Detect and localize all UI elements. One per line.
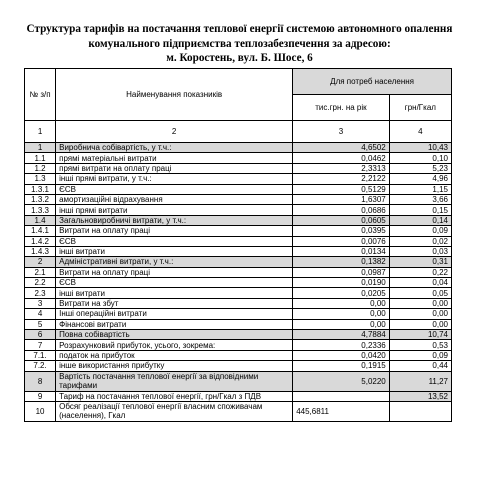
row-name-cell: прямі матеріальні витрати	[56, 153, 293, 163]
row-name-cell: інше використання прибутку	[56, 361, 293, 371]
row-value-thousand-uah-cell: 2,3313	[293, 163, 390, 173]
row-value-thousand-uah-cell: 0,2336	[293, 340, 390, 350]
row-name-cell: Фінансові витрати	[56, 319, 293, 329]
row-value-thousand-uah-cell: 4,6502	[293, 143, 390, 153]
row-value-uah-per-gcal-cell: 0,02	[389, 236, 451, 246]
row-number-cell: 7.2.	[25, 361, 56, 371]
row-name-cell: ЄСВ	[56, 236, 293, 246]
row-number-cell: 7.1.	[25, 350, 56, 360]
row-number-cell: 1.3.1	[25, 184, 56, 194]
row-value-uah-per-gcal-cell: 0,53	[389, 340, 451, 350]
header-name: Найменування показників	[56, 69, 293, 121]
table-row	[25, 153, 452, 163]
row-value-uah-per-gcal-cell: 0,00	[389, 309, 451, 319]
row-value-uah-per-gcal-cell: 0,00	[389, 319, 451, 329]
table-row	[25, 278, 452, 288]
row-number-cell: 1.4.2	[25, 236, 56, 246]
row-value-thousand-uah-cell: 0,0605	[293, 215, 390, 225]
table-row	[25, 226, 452, 236]
row-number-cell: 1.4.1	[25, 226, 56, 236]
row-number-cell: 1.1	[25, 153, 56, 163]
row-name-cell: Обсяг реалізації теплової енергії власним споживачам (населення), Гкал	[56, 401, 293, 421]
index-cell: 1	[25, 121, 56, 143]
table-row	[25, 298, 452, 308]
row-value-thousand-uah-cell: 0,1915	[293, 361, 390, 371]
row-value-thousand-uah-cell: 0,0190	[293, 278, 390, 288]
table-row	[25, 371, 452, 391]
title-line-1: Структура тарифів на постачання теплової енергії системою автономного опалення	[26, 23, 453, 35]
row-name-cell: Тариф на постачання теплової енергії, грн/Гкал з ПДВ	[56, 391, 293, 401]
table-row	[25, 401, 452, 421]
row-number-cell: 9	[25, 391, 56, 401]
row-value-thousand-uah-cell	[293, 391, 390, 401]
row-value-uah-per-gcal-cell: 13,52	[389, 391, 451, 401]
table-row	[25, 267, 452, 277]
table-row	[25, 246, 452, 256]
row-value-uah-per-gcal-cell: 10,74	[389, 330, 451, 340]
header-group: Для потреб населення	[293, 69, 452, 95]
row-number-cell: 2.1	[25, 267, 56, 277]
row-number-cell: 2.3	[25, 288, 56, 298]
row-number-cell: 1.3.2	[25, 194, 56, 204]
row-name-cell: Інші операційні витрати	[56, 309, 293, 319]
row-value-uah-per-gcal-cell: 3,66	[389, 194, 451, 204]
row-value-uah-per-gcal-cell: 11,27	[389, 371, 451, 391]
row-number-cell: 1.3.3	[25, 205, 56, 215]
row-name-cell: інші прямі витрати, у т.ч.:	[56, 174, 293, 184]
row-number-cell: 1.3	[25, 174, 56, 184]
row-number-cell: 1.4.3	[25, 246, 56, 256]
row-name-cell: інші витрати	[56, 246, 293, 256]
row-number-cell: 8	[25, 371, 56, 391]
table-row	[25, 215, 452, 225]
table-row	[25, 194, 452, 204]
row-value-uah-per-gcal-cell: 0,31	[389, 257, 451, 267]
row-number-cell: 7	[25, 340, 56, 350]
title-line-2: комунального підприємства теплозабезпечення за адресою:	[88, 37, 391, 50]
row-value-thousand-uah-cell: 1,6307	[293, 194, 390, 204]
table-row	[25, 350, 452, 360]
row-number-cell: 3	[25, 298, 56, 308]
index-cell: 4	[389, 121, 451, 143]
row-value-uah-per-gcal-cell: 0,15	[389, 205, 451, 215]
row-value-uah-per-gcal-cell: 0,10	[389, 153, 451, 163]
row-name-cell: інші витрати	[56, 288, 293, 298]
row-value-uah-per-gcal-cell: 0,09	[389, 226, 451, 236]
row-value-thousand-uah-cell: 0,0686	[293, 205, 390, 215]
table-row	[25, 174, 452, 184]
row-value-uah-per-gcal-cell: 0,00	[389, 298, 451, 308]
row-value-uah-per-gcal-cell: 1,15	[389, 184, 451, 194]
row-value-uah-per-gcal-cell: 0,05	[389, 288, 451, 298]
row-number-cell: 4	[25, 309, 56, 319]
table-row	[25, 163, 452, 173]
row-number-cell: 6	[25, 330, 56, 340]
table-row	[25, 340, 452, 350]
row-value-thousand-uah-cell: 0,00	[293, 319, 390, 329]
row-value-uah-per-gcal-cell: 0,44	[389, 361, 451, 371]
row-name-cell: прямі витрати на оплату праці	[56, 163, 293, 173]
title-line-3: м. Коростень, вул. Б. Шосе, 6	[166, 52, 313, 64]
row-name-cell: Вартість постачання теплової енергії за відповідними тарифами	[56, 371, 293, 391]
row-value-thousand-uah-cell: 0,5129	[293, 184, 390, 194]
row-name-cell: Виробнича собівартість, у т.ч.:	[56, 143, 293, 153]
row-value-thousand-uah-cell: 0,0462	[293, 153, 390, 163]
row-value-thousand-uah-cell: 5,0220	[293, 371, 390, 391]
row-name-cell: Витрати на оплату праці	[56, 226, 293, 236]
row-number-cell: 2	[25, 257, 56, 267]
row-name-cell: ЄСВ	[56, 278, 293, 288]
row-value-thousand-uah-cell: 0,0205	[293, 288, 390, 298]
index-cell: 3	[293, 121, 390, 143]
row-value-uah-per-gcal-cell: 0,14	[389, 215, 451, 225]
row-value-thousand-uah-cell: 0,0134	[293, 246, 390, 256]
document-title	[0, 22, 479, 66]
row-number-cell: 1	[25, 143, 56, 153]
row-value-uah-per-gcal-cell: 0,22	[389, 267, 451, 277]
row-value-uah-per-gcal-cell: 10,43	[389, 143, 451, 153]
table-row	[25, 309, 452, 319]
table-row	[25, 288, 452, 298]
table-row	[25, 319, 452, 329]
row-name-cell: інші прямі витрати	[56, 205, 293, 215]
row-name-cell: амортизаційні відрахування	[56, 194, 293, 204]
header-col-a: тис.грн. на рік	[293, 95, 390, 121]
row-value-uah-per-gcal-cell: 0,03	[389, 246, 451, 256]
row-value-thousand-uah-cell: 0,0420	[293, 350, 390, 360]
row-value-thousand-uah-cell: 0,0076	[293, 236, 390, 246]
row-value-thousand-uah-cell: 4,7884	[293, 330, 390, 340]
row-value-uah-per-gcal-cell: 5,23	[389, 163, 451, 173]
row-value-thousand-uah-cell: 0,0987	[293, 267, 390, 277]
row-name-cell: Витрати на збут	[56, 298, 293, 308]
row-value-thousand-uah-cell: 2,2122	[293, 174, 390, 184]
row-value-thousand-uah-cell: 0,00	[293, 309, 390, 319]
row-value-thousand-uah-cell: 445,6811	[293, 401, 390, 421]
row-name-cell: Загальновиробничі витрати, у т.ч.:	[56, 215, 293, 225]
header-col-b: грн/Гкал	[389, 95, 451, 121]
row-name-cell: Адміністративні витрати, у т.ч.:	[56, 257, 293, 267]
row-name-cell: податок на прибуток	[56, 350, 293, 360]
table-row	[25, 143, 452, 153]
row-value-thousand-uah-cell: 0,0395	[293, 226, 390, 236]
row-value-uah-per-gcal-cell: 4,96	[389, 174, 451, 184]
table-row	[25, 361, 452, 371]
header-num: № з/п	[25, 69, 56, 121]
tariff-table	[24, 68, 452, 422]
row-value-uah-per-gcal-cell	[389, 401, 451, 421]
row-number-cell: 5	[25, 319, 56, 329]
row-value-uah-per-gcal-cell: 0,09	[389, 350, 451, 360]
table-row	[25, 184, 452, 194]
row-number-cell: 1.2	[25, 163, 56, 173]
row-name-cell: Розрахунковий прибуток, усього, зокрема:	[56, 340, 293, 350]
row-name-cell: Повна собівартість	[56, 330, 293, 340]
table-row	[25, 205, 452, 215]
row-number-cell: 10	[25, 401, 56, 421]
row-number-cell: 1.4	[25, 215, 56, 225]
table-row	[25, 391, 452, 401]
table-row	[25, 330, 452, 340]
row-number-cell: 2.2	[25, 278, 56, 288]
table-row	[25, 257, 452, 267]
row-value-thousand-uah-cell: 0,1382	[293, 257, 390, 267]
table-row	[25, 236, 452, 246]
row-name-cell: Витрати на оплату праці	[56, 267, 293, 277]
row-name-cell: ЄСВ	[56, 184, 293, 194]
index-cell: 2	[56, 121, 293, 143]
row-value-thousand-uah-cell: 0,00	[293, 298, 390, 308]
row-value-uah-per-gcal-cell: 0,04	[389, 278, 451, 288]
